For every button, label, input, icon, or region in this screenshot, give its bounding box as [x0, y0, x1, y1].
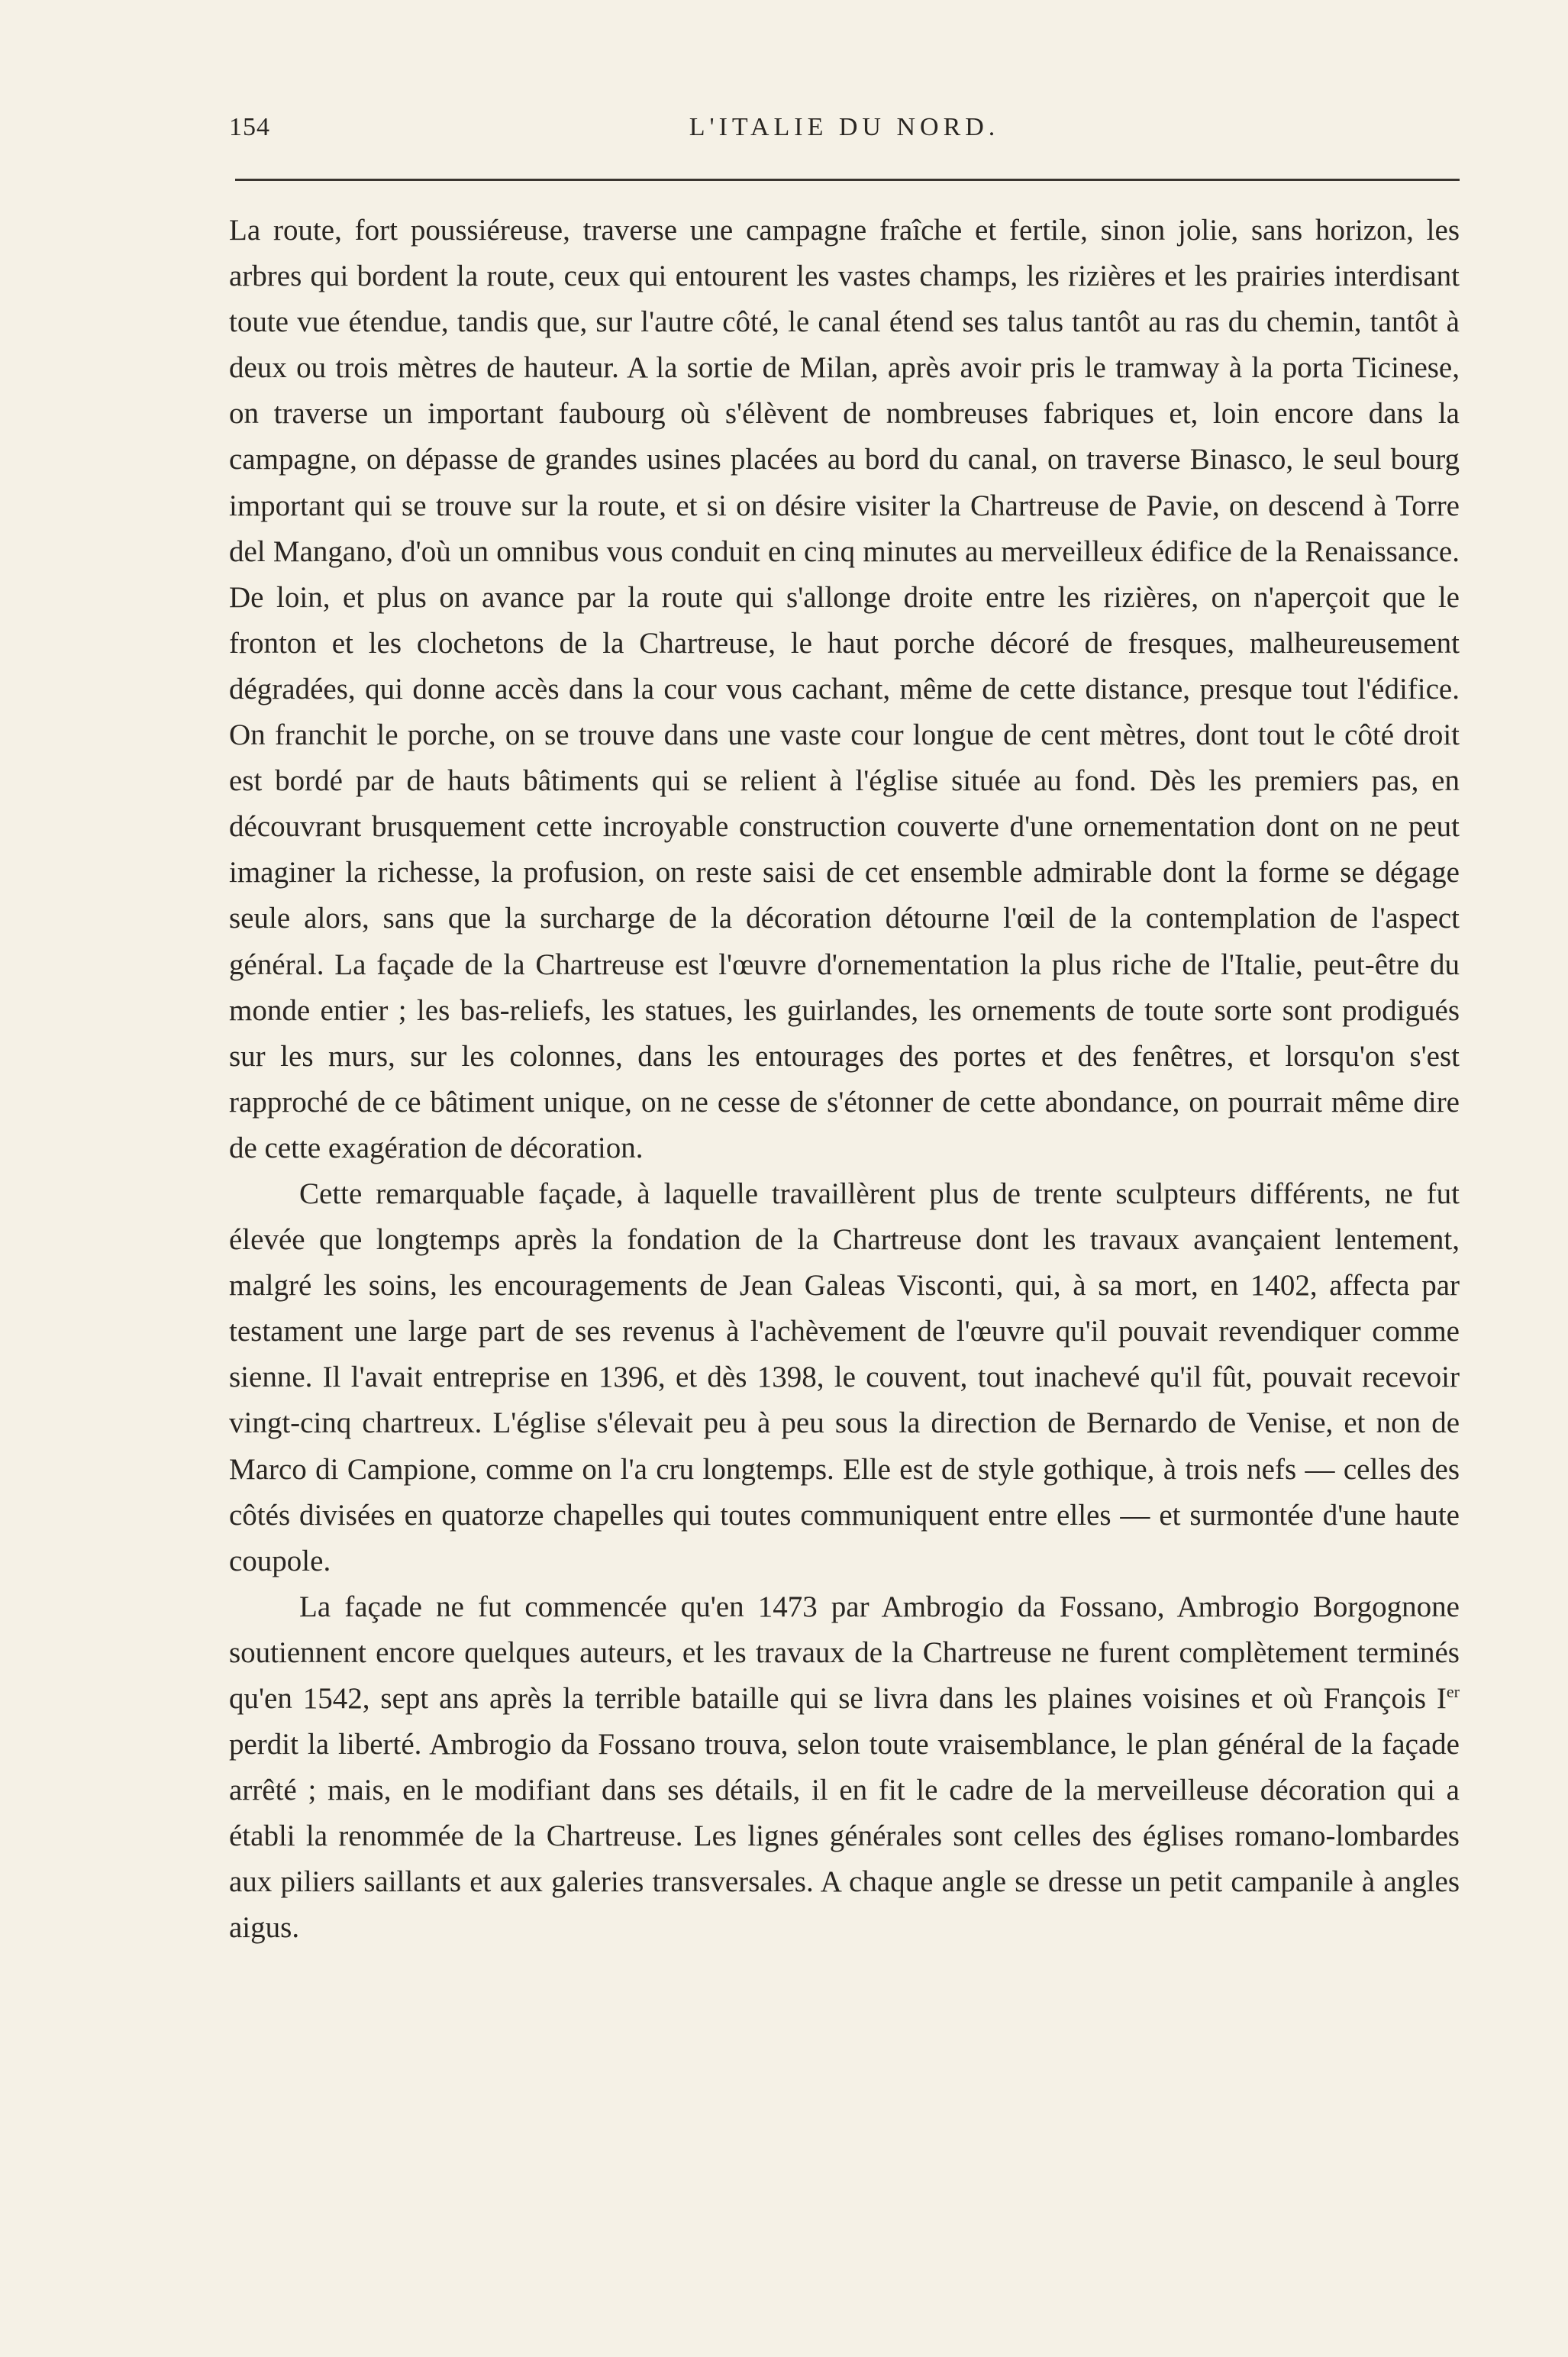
page-number: 154 — [229, 113, 270, 141]
body-text — [229, 208, 1460, 1952]
paragraph-text: perdit la liberté. Ambrogio da Fossano trouva, selon toute vraisemblance, le plan général de la façade arrêté ; mais, en le modifiant dans ses détails, il en fit le cadre de la merveilleuse décoration qui a établi la renommée de la Chartreuse. Les lignes générales sont celles des églises romano-lombardes aux piliers saillants et aux galeries transversales. A chaque angle se dresse un petit campanile à angles aigus. — [229, 1728, 1460, 1945]
header-rule — [235, 179, 1460, 181]
paragraph — [229, 1584, 1460, 1952]
page-header — [229, 113, 1460, 151]
superscript: er — [1446, 1682, 1460, 1701]
paragraph: La route, fort poussiéreuse, traverse une campagne fraîche et fertile, sinon jolie, sans horizon, les arbres qui bordent la route, ceux qui entourent les vastes champs, les rizières et les prairies interdisant toute vue étendue, tandis que, sur l'autre côté, le canal étend ses talus tantôt au ras du chemin, tantôt à deux ou trois mètres de hauteur. A la sortie de Milan, après avoir pris le tramway à la porta Ticinese, on traverse un important faubourg où s'élèvent de nombreuses fabriques et, loin encore dans la campagne, on dépasse de grandes usines placées au bord du canal, on traverse Binasco, le seul bourg important qui se trouve sur la route, et si on désire visiter la Chartreuse de Pavie, on descend à Torre del Mangano, d'où un omnibus vous conduit en cinq minutes au merveilleux édifice de la Renaissance. De loin, et plus on avance par la route qui s'allonge droite entre les rizières, on n'aperçoit que le fronton et les clochetons de la Chartreuse, le haut porche décoré de fresques, malheureusement dégradées, qui donne accès dans la cour vous cachant, même de cette distance, presque tout l'édifice. On franchit le porche, on se trouve dans une vaste cour longue de cent mètres, dont tout le côté droit est bordé par de hauts bâtiments qui se relient à l'église située au fond. Dès les premiers pas, en découvrant brusquement cette incroyable construction couverte d'une ornementation dont on ne peut imaginer la richesse, la profusion, on reste saisi de cet ensemble admirable dont la forme se dégage seule alors, sans que la surcharge de la décoration détourne l'œil de la contemplation de l'aspect général. La façade de la Chartreuse est l'œuvre d'ornementation la plus riche de l'Italie, peut-être du monde entier ; les bas-reliefs, les statues, les guirlandes, les ornements de toute sorte sont prodigués sur les murs, sur les colonnes, dans les entourages des portes et des fenêtres, et lorsqu'on s'est rapproché de ce bâtiment unique, on ne cesse de s'étonner de cette abondance, on pourrait même dire de cette exagération de décoration. — [229, 214, 1460, 1164]
running-title: L'ITALIE DU NORD. — [689, 113, 1000, 141]
paragraph-text: La façade ne fut commencée qu'en 1473 par Ambrogio da Fossano, Ambrogio Borgognone soutiennent encore quelques auteurs, et les travaux de la Chartreuse ne furent complètement terminés qu'en 1542, sept ans après la terrible bataille qui se livra dans les plaines voisines et où François I — [229, 1590, 1460, 1715]
paragraph: Cette remarquable façade, à laquelle travaillèrent plus de trente sculpteurs différents, ne fut élevée que longtemps après la fondation de la Chartreuse dont les travaux avançaient lentement, malgré les soins, les encouragements de Jean Galeas Visconti, qui, à sa mort, en 1402, affecta par testament une large part de ses revenus à l'achèvement de l'œuvre qu'il pouvait revendiquer comme sienne. Il l'avait entreprise en 1396, et dès 1398, le couvent, tout inachevé qu'il fût, pouvait recevoir vingt-cinq chartreux. L'église s'élevait peu à peu sous la direction de Bernardo de Venise, et non de Marco di Campione, comme on l'a cru longtemps. Elle est de style gothique, à trois nefs — celles des côtés divisées en quatorze chapelles qui toutes communiquent entre elles — et surmontée d'une haute coupole. — [229, 1177, 1460, 1577]
